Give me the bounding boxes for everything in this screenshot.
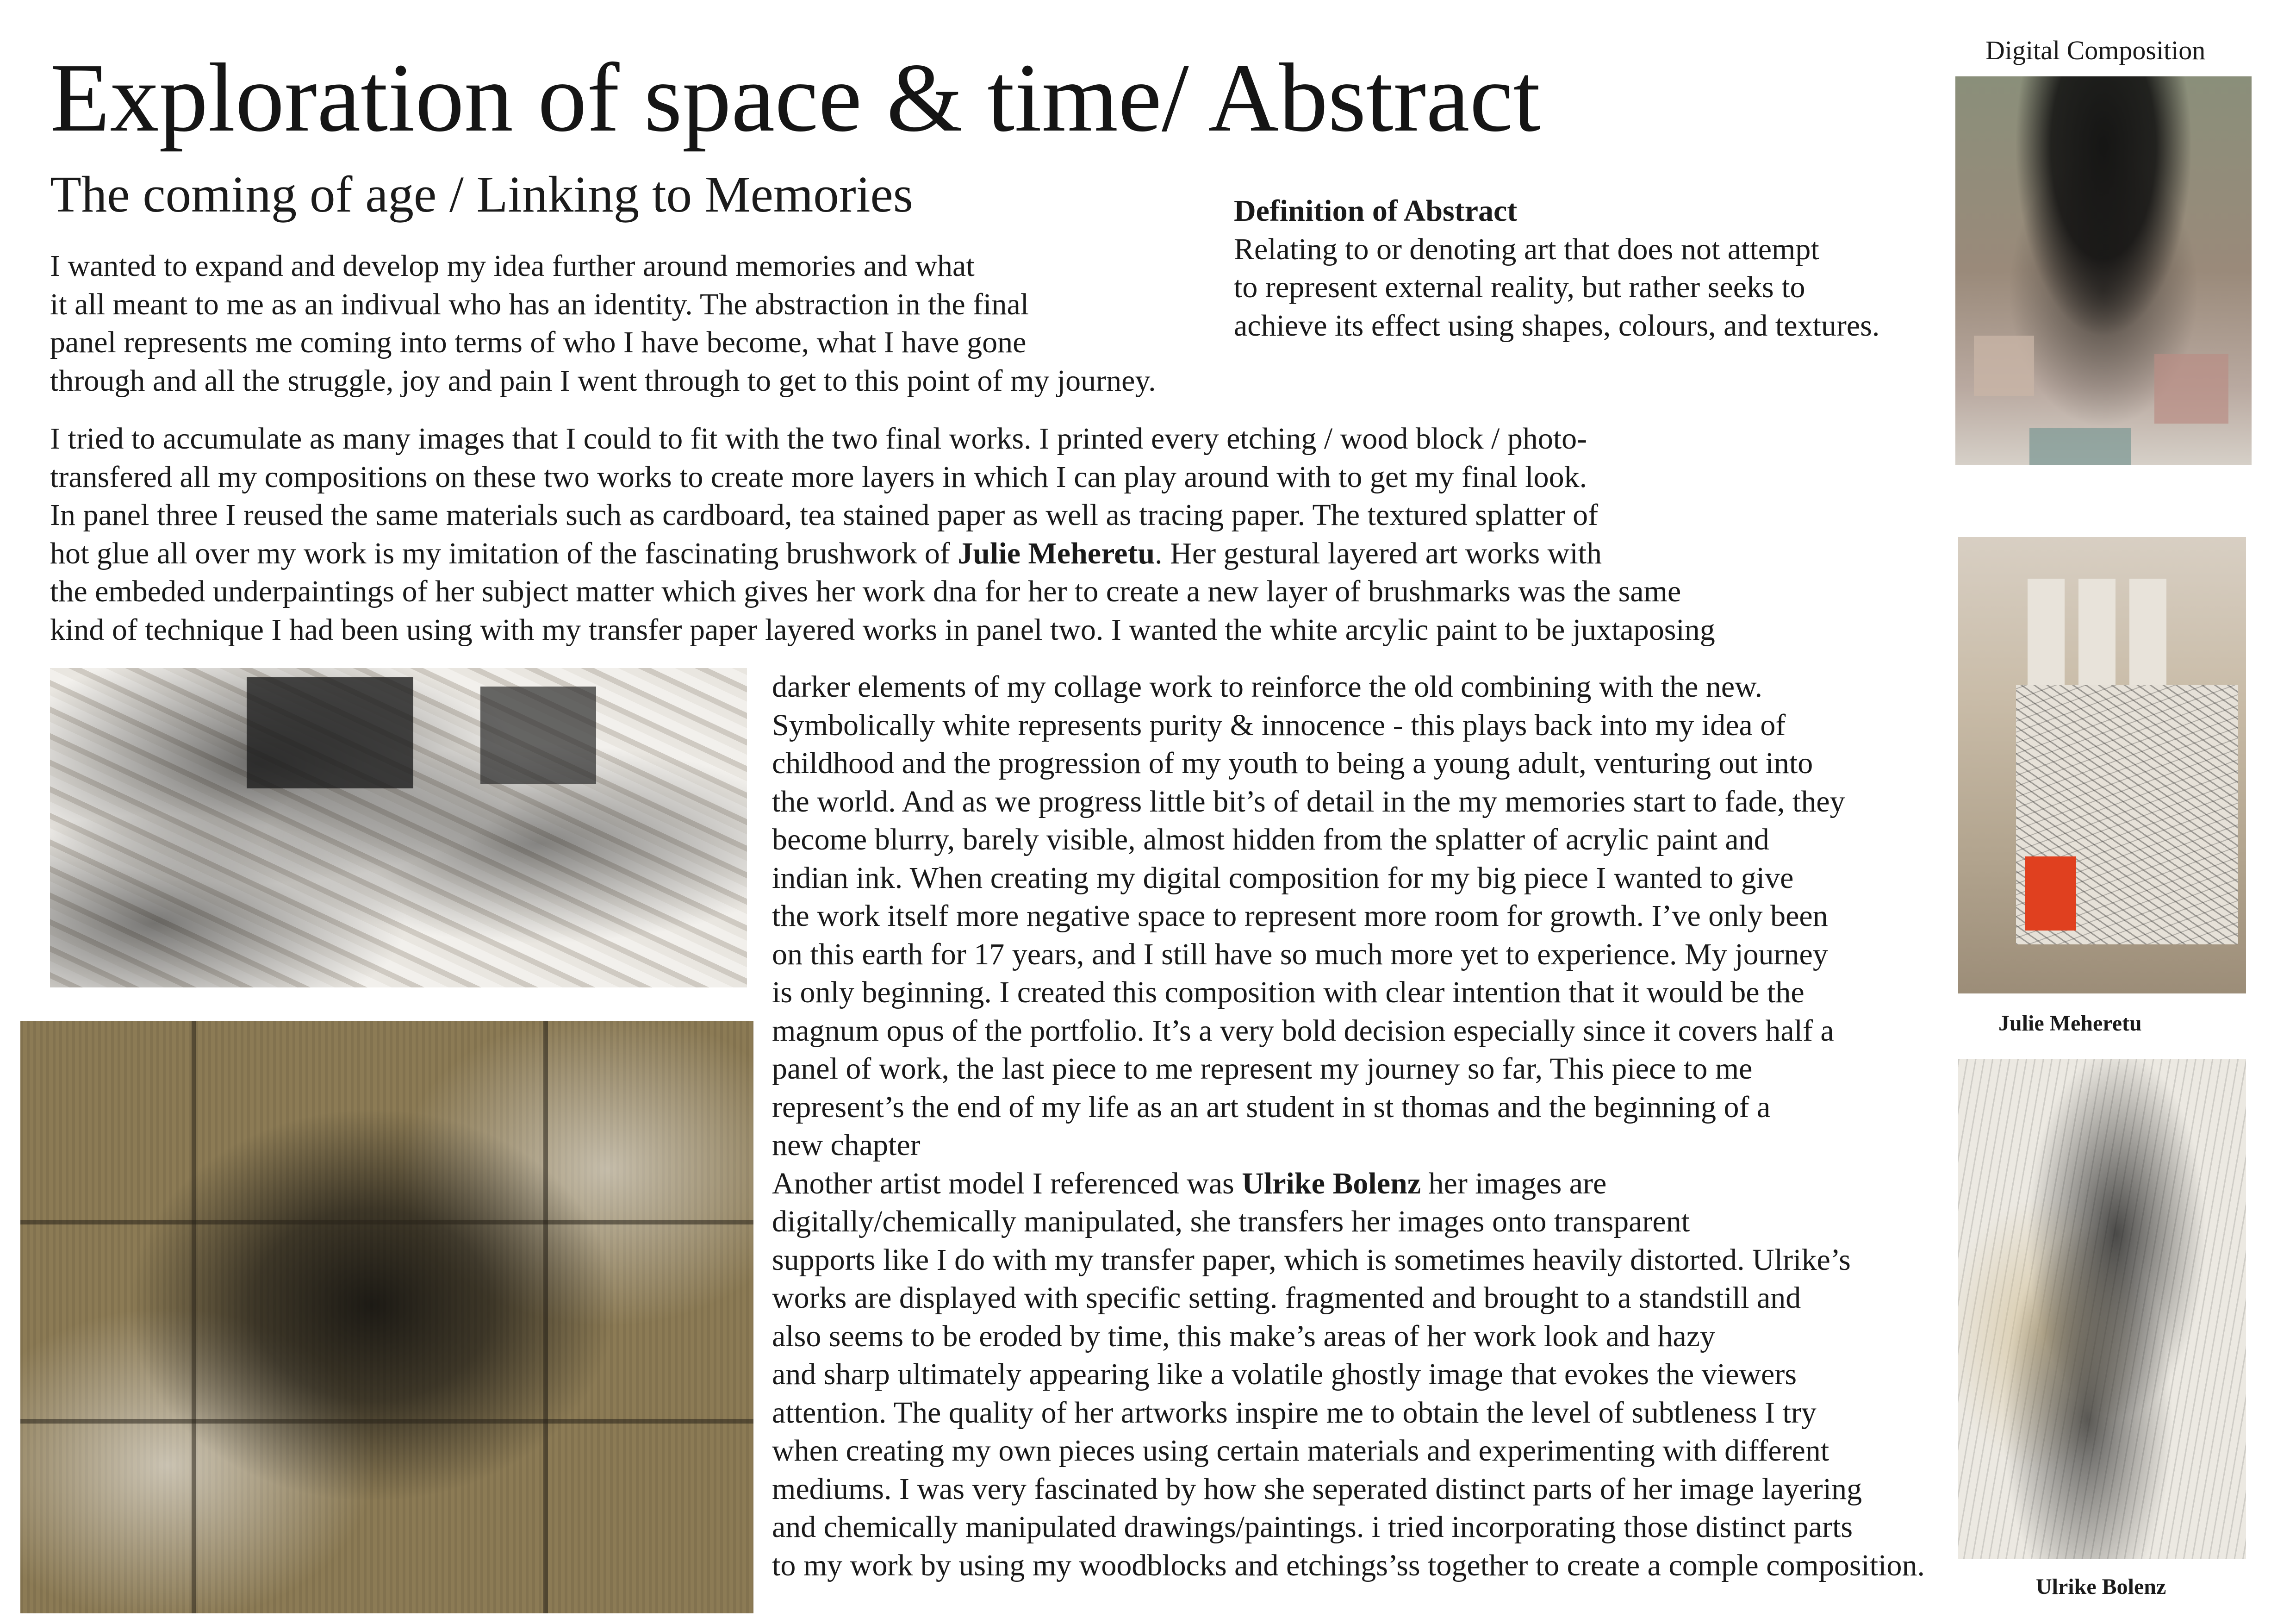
paragraph-text: her images are bbox=[1421, 1166, 1607, 1200]
julie-meheretu-caption: Julie Meheretu bbox=[1998, 1011, 2142, 1036]
digital-composition-image bbox=[1955, 76, 2252, 465]
paragraph-text: Another artist model I referenced was bbox=[772, 1166, 1242, 1200]
panel-three-artwork-image bbox=[50, 668, 747, 987]
paragraph-line: indian ink. When creating my digital composition for my big piece I wanted to give bbox=[772, 861, 1794, 895]
paragraph-line: and sharp ultimately appearing like a volatile ghostly image that evokes the viewers bbox=[772, 1357, 1797, 1391]
paragraph-line bbox=[772, 1165, 1925, 1203]
definition-line: to represent external reality, but rather seeks to bbox=[1234, 270, 1805, 304]
intro-line: through and all the struggle, joy and pain I went through to get to this point of my journey. bbox=[50, 363, 1156, 398]
paragraph-line: transfered all my compositions on these two works to create more layers in which I can play around with to get my final look. bbox=[50, 460, 1587, 494]
panel-seam bbox=[20, 1220, 753, 1224]
paragraph-line: and chemically manipulated drawings/paintings. i tried incorporating those distinct parts bbox=[772, 1510, 1853, 1544]
paragraph-line bbox=[50, 535, 1715, 573]
intro-line: it all meant to me as an indivual who has an identity. The abstraction in the final bbox=[50, 287, 1029, 321]
paragraph-line: Symbolically white represents purity & innocence - this plays back into my idea of bbox=[772, 708, 1786, 742]
intro-line: I wanted to expand and develop my idea further around memories and what bbox=[50, 249, 975, 283]
collage-block bbox=[480, 687, 596, 784]
paragraph-line: mediums. I was very fascinated by how she seperated distinct parts of her image layering bbox=[772, 1472, 1862, 1506]
paragraph-line: childhood and the progression of my youth to being a young adult, venturing out into bbox=[772, 746, 1813, 780]
ulrike-bolenz-image bbox=[1958, 1059, 2246, 1559]
julie-meheretu-image bbox=[1958, 537, 2246, 993]
artist-name-julie: Julie Meheretu bbox=[958, 536, 1155, 570]
paragraph-line: supports like I do with my transfer paper, which is sometimes heavily distorted. Ulrike’s bbox=[772, 1243, 1851, 1277]
photo-tile bbox=[2154, 354, 2228, 424]
panel-seam bbox=[192, 1021, 196, 1613]
definition-heading: Definition of Abstract bbox=[1234, 194, 1518, 228]
paragraph-line: to my work by using my woodblocks and etchings’ss together to create a comple composition. bbox=[772, 1548, 1925, 1582]
panel-seam bbox=[20, 1419, 753, 1424]
page-subtitle: The coming of age / Linking to Memories bbox=[50, 166, 913, 223]
reflection-paragraph bbox=[772, 668, 1925, 1585]
paragraph-line: the embeded underpaintings of her subject matter which gives her work dna for her to create a new layer of brushmarks was the same bbox=[50, 575, 1681, 608]
definition-block bbox=[1234, 192, 1879, 345]
final-portrait-artwork-image bbox=[20, 1021, 753, 1613]
paragraph-line: also seems to be eroded by time, this make’s areas of her work look and hazy bbox=[772, 1319, 1716, 1353]
panel-seam bbox=[543, 1021, 548, 1613]
paragraph-line: is only beginning. I created this composition with clear intention that it would be the bbox=[772, 975, 1804, 1009]
gallery-window bbox=[2078, 579, 2116, 685]
paragraph-text: hot glue all over my work is my imitation of the fascinating brushwork of bbox=[50, 536, 958, 570]
photo-tile bbox=[1974, 336, 2034, 396]
photo-tile bbox=[2029, 428, 2131, 465]
digital-composition-label: Digital Composition bbox=[1985, 35, 2206, 65]
collage-block bbox=[247, 677, 413, 788]
paragraph-line: become blurry, barely visible, almost hidden from the splatter of acrylic paint and bbox=[772, 823, 1769, 856]
scissor-lift bbox=[2025, 856, 2076, 931]
paragraph-line: when creating my own pieces using certain materials and experimenting with different bbox=[772, 1434, 1829, 1468]
paragraph-line: represent’s the end of my life as an art student in st thomas and the beginning of a bbox=[772, 1090, 1771, 1124]
paragraph-line: magnum opus of the portfolio. It’s a very bold decision especially since it covers half a bbox=[772, 1013, 1834, 1048]
definition-line: achieve its effect using shapes, colours, and textures. bbox=[1234, 308, 1880, 343]
paragraph-line: the world. And as we progress little bit’s of detail in the my memories start to fade, they bbox=[772, 784, 1845, 818]
ulrike-bolenz-caption: Ulrike Bolenz bbox=[2036, 1574, 2166, 1599]
page-title: Exploration of space & time/ Abstract bbox=[50, 43, 1541, 152]
intro-paragraph bbox=[50, 247, 1156, 400]
paragraph-line: darker elements of my collage work to reinforce the old combining with the new. bbox=[772, 670, 1763, 704]
paragraph-line: panel of work, the last piece to me represent my journey so far, This piece to me bbox=[772, 1052, 1753, 1086]
paragraph-line: kind of technique I had been using with my transfer paper layered works in panel two. I wanted the white arcylic paint to be juxtaposing bbox=[50, 612, 1715, 647]
intro-line: panel represents me coming into terms of who I have become, what I have gone bbox=[50, 325, 1027, 359]
gallery-window bbox=[2028, 579, 2065, 685]
gallery-window bbox=[2129, 579, 2166, 685]
paragraph-line: new chapter bbox=[772, 1128, 921, 1162]
paragraph-line: In panel three I reused the same materials such as cardboard, tea stained paper as well as tracing paper. The textured splatter of bbox=[50, 498, 1599, 532]
materials-paragraph bbox=[50, 420, 1715, 649]
artist-name-ulrike: Ulrike Bolenz bbox=[1242, 1166, 1421, 1200]
paragraph-text: . Her gestural layered art works with bbox=[1155, 536, 1602, 570]
definition-line: Relating to or denoting art that does not attempt bbox=[1234, 232, 1819, 266]
paragraph-line: attention. The quality of her artworks inspire me to obtain the level of subtleness I try bbox=[772, 1395, 1817, 1430]
paragraph-line: the work itself more negative space to represent more room for growth. I’ve only been bbox=[772, 899, 1828, 933]
paragraph-line: works are displayed with specific setting. fragmented and brought to a standstill and bbox=[772, 1281, 1801, 1315]
paragraph-line: I tried to accumulate as many images that I could to fit with the two final works. I printed every etching / wood block / photo- bbox=[50, 422, 1587, 456]
paragraph-line: on this earth for 17 years, and I still have so much more yet to experience. My journey bbox=[772, 937, 1828, 971]
paragraph-line: digitally/chemically manipulated, she transfers her images onto transparent bbox=[772, 1205, 1690, 1238]
